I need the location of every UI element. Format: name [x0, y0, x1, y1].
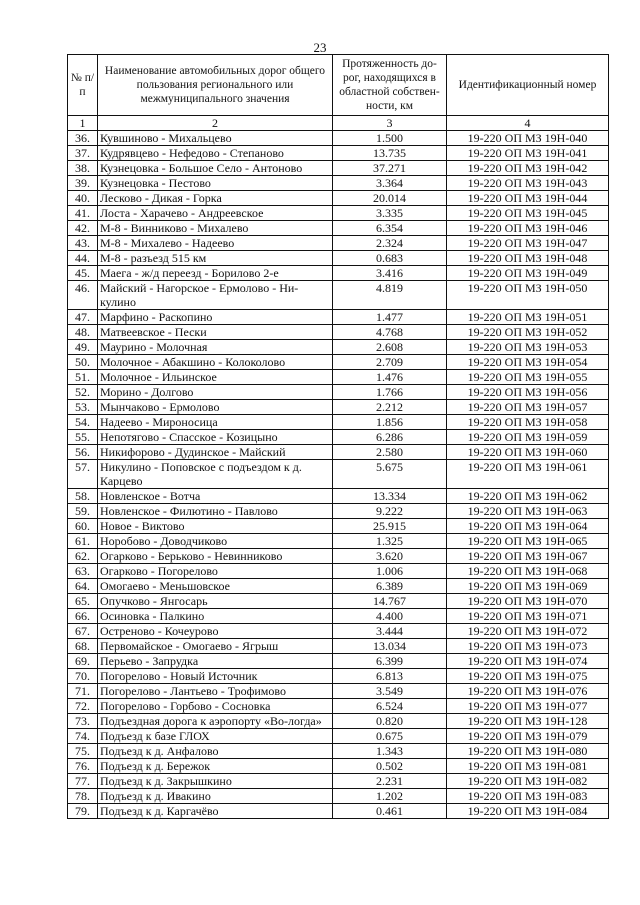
length-cell: 9.222: [333, 504, 447, 519]
table-row: [68, 609, 609, 624]
row-number-cell: 77.: [68, 774, 98, 789]
id-code-cell: 19-220 ОП МЗ 19Н-074: [447, 654, 609, 669]
table-row: [68, 355, 609, 370]
length-cell: 3.416: [333, 266, 447, 281]
table-row: [68, 594, 609, 609]
row-number-cell: 63.: [68, 564, 98, 579]
road-name-cell: Морино - Долгово: [98, 385, 333, 400]
length-cell: 6.813: [333, 669, 447, 684]
table-row: [68, 624, 609, 639]
id-code-cell: 19-220 ОП МЗ 19Н-063: [447, 504, 609, 519]
table-row: [68, 340, 609, 355]
id-code-cell: 19-220 ОП МЗ 19Н-045: [447, 206, 609, 221]
row-number-cell: 39.: [68, 176, 98, 191]
column-index: 4: [447, 116, 609, 131]
row-number-cell: 55.: [68, 430, 98, 445]
id-code-cell: 19-220 ОП МЗ 19Н-040: [447, 131, 609, 146]
table-row: [68, 534, 609, 549]
id-code-cell: 19-220 ОП МЗ 19Н-083: [447, 789, 609, 804]
id-code-cell: 19-220 ОП МЗ 19Н-084: [447, 804, 609, 819]
road-name-cell: Омогаево - Меньшовское: [98, 579, 333, 594]
column-index: 3: [333, 116, 447, 131]
id-code-cell: 19-220 ОП МЗ 19Н-054: [447, 355, 609, 370]
table-row: [68, 266, 609, 281]
header-name: Наименование автомобильных дорог общего пользования регионального или межмуниципального значения: [98, 55, 333, 116]
header-id: Идентификационный номер: [447, 55, 609, 116]
length-cell: 0.820: [333, 714, 447, 729]
row-number-cell: 78.: [68, 789, 98, 804]
length-cell: 6.399: [333, 654, 447, 669]
row-number-cell: 53.: [68, 400, 98, 415]
row-number-cell: 51.: [68, 370, 98, 385]
row-number-cell: 43.: [68, 236, 98, 251]
road-name-cell: Кузнецовка - Большое Село - Антоново: [98, 161, 333, 176]
road-name-cell: М-8 - Михалево - Надеево: [98, 236, 333, 251]
table-row: [68, 221, 609, 236]
page-number: 23: [313, 40, 327, 55]
table-row: [68, 654, 609, 669]
id-code-cell: 19-220 ОП МЗ 19Н-080: [447, 744, 609, 759]
id-code-cell: 19-220 ОП МЗ 19Н-059: [447, 430, 609, 445]
length-cell: 14.767: [333, 594, 447, 609]
length-cell: 6.524: [333, 699, 447, 714]
table-row: [68, 430, 609, 445]
table-row: [68, 684, 609, 699]
length-cell: 1.500: [333, 131, 447, 146]
table-row: [68, 445, 609, 460]
road-name-cell: Маега - ж/д переезд - Борилово 2-е: [98, 266, 333, 281]
length-cell: 3.549: [333, 684, 447, 699]
table-row: [68, 176, 609, 191]
table-row: [68, 504, 609, 519]
row-number-cell: 71.: [68, 684, 98, 699]
length-cell: 1.343: [333, 744, 447, 759]
road-name-cell: Огарково - Погорелово: [98, 564, 333, 579]
length-cell: 1.006: [333, 564, 447, 579]
table-row: [68, 669, 609, 684]
id-code-cell: 19-220 ОП МЗ 19Н-069: [447, 579, 609, 594]
road-name-cell: Марфино - Раскопино: [98, 310, 333, 325]
id-code-cell: 19-220 ОП МЗ 19Н-064: [447, 519, 609, 534]
row-number-cell: 57.: [68, 460, 98, 489]
id-code-cell: 19-220 ОП МЗ 19Н-056: [447, 385, 609, 400]
road-name-cell: Матвеевское - Пески: [98, 325, 333, 340]
length-cell: 2.212: [333, 400, 447, 415]
header-num: № п/п: [68, 55, 98, 116]
id-code-cell: 19-220 ОП МЗ 19Н-082: [447, 774, 609, 789]
road-name-cell: Кузнецовка - Пестово: [98, 176, 333, 191]
id-code-cell: 19-220 ОП МЗ 19Н-079: [447, 729, 609, 744]
row-number-cell: 62.: [68, 549, 98, 564]
table-row: [68, 744, 609, 759]
row-number-cell: 69.: [68, 654, 98, 669]
length-cell: 13.034: [333, 639, 447, 654]
road-name-cell: Новленское - Филютино - Павлово: [98, 504, 333, 519]
table-row: [68, 206, 609, 221]
table-row: [68, 729, 609, 744]
length-cell: 1.477: [333, 310, 447, 325]
row-number-cell: 36.: [68, 131, 98, 146]
row-number-cell: 61.: [68, 534, 98, 549]
table-row: [68, 236, 609, 251]
length-cell: 1.856: [333, 415, 447, 430]
table-row: [68, 281, 609, 310]
length-cell: 2.709: [333, 355, 447, 370]
length-cell: 1.325: [333, 534, 447, 549]
row-number-cell: 48.: [68, 325, 98, 340]
row-number-cell: 72.: [68, 699, 98, 714]
id-code-cell: 19-220 ОП МЗ 19Н-070: [447, 594, 609, 609]
table-row: [68, 699, 609, 714]
length-cell: 4.768: [333, 325, 447, 340]
id-code-cell: 19-220 ОП МЗ 19Н-055: [447, 370, 609, 385]
length-cell: 4.819: [333, 281, 447, 310]
table-row: [68, 131, 609, 146]
row-number-cell: 67.: [68, 624, 98, 639]
road-name-cell: Лоста - Харачево - Андреевское: [98, 206, 333, 221]
table-row: [68, 385, 609, 400]
id-code-cell: 19-220 ОП МЗ 19Н-060: [447, 445, 609, 460]
id-code-cell: 19-220 ОП МЗ 19Н-068: [447, 564, 609, 579]
row-number-cell: 73.: [68, 714, 98, 729]
road-name-cell: Подъезд к д. Закрышкино: [98, 774, 333, 789]
length-cell: 37.271: [333, 161, 447, 176]
table-row: [68, 519, 609, 534]
row-number-cell: 45.: [68, 266, 98, 281]
road-name-cell: Погорелово - Лантьево - Трофимово: [98, 684, 333, 699]
id-code-cell: 19-220 ОП МЗ 19Н-041: [447, 146, 609, 161]
road-name-cell: Лесково - Дикая - Горка: [98, 191, 333, 206]
length-cell: 6.286: [333, 430, 447, 445]
road-name-cell: Кудрявцево - Нефедово - Степаново: [98, 146, 333, 161]
row-number-cell: 59.: [68, 504, 98, 519]
id-code-cell: 19-220 ОП МЗ 19Н-043: [447, 176, 609, 191]
row-number-cell: 64.: [68, 579, 98, 594]
road-name-cell: Подъезд к д. Анфалово: [98, 744, 333, 759]
length-cell: 0.683: [333, 251, 447, 266]
id-code-cell: 19-220 ОП МЗ 19Н-051: [447, 310, 609, 325]
row-number-cell: 38.: [68, 161, 98, 176]
length-cell: 13.334: [333, 489, 447, 504]
row-number-cell: 75.: [68, 744, 98, 759]
length-cell: 3.620: [333, 549, 447, 564]
road-name-cell: Майский - Нагорское - Ермолово - Ни-кулино: [98, 281, 333, 310]
road-name-cell: Подъезд к д. Ивакино: [98, 789, 333, 804]
row-number-cell: 42.: [68, 221, 98, 236]
id-code-cell: 19-220 ОП МЗ 19Н-061: [447, 460, 609, 489]
id-code-cell: 19-220 ОП МЗ 19Н-042: [447, 161, 609, 176]
length-cell: 2.324: [333, 236, 447, 251]
id-code-cell: 19-220 ОП МЗ 19Н-075: [447, 669, 609, 684]
row-number-cell: 54.: [68, 415, 98, 430]
length-cell: 13.735: [333, 146, 447, 161]
table-row: [68, 789, 609, 804]
table-row: [68, 549, 609, 564]
header-length: Протяженность до-рог, находящихся в областной собствен-ности, км: [333, 55, 447, 116]
id-code-cell: 19-220 ОП МЗ 19Н-044: [447, 191, 609, 206]
row-number-cell: 47.: [68, 310, 98, 325]
id-code-cell: 19-220 ОП МЗ 19Н-049: [447, 266, 609, 281]
row-number-cell: 76.: [68, 759, 98, 774]
row-number-cell: 79.: [68, 804, 98, 819]
table-row: [68, 310, 609, 325]
id-code-cell: 19-220 ОП МЗ 19Н-073: [447, 639, 609, 654]
table-header-row: [68, 55, 609, 116]
length-cell: 2.608: [333, 340, 447, 355]
table-row: [68, 161, 609, 176]
road-name-cell: Огарково - Берьково - Невинниково: [98, 549, 333, 564]
length-cell: 0.502: [333, 759, 447, 774]
id-code-cell: 19-220 ОП МЗ 19Н-077: [447, 699, 609, 714]
row-number-cell: 50.: [68, 355, 98, 370]
length-cell: 20.014: [333, 191, 447, 206]
length-cell: 4.400: [333, 609, 447, 624]
road-name-cell: Маурино - Молочная: [98, 340, 333, 355]
length-cell: 6.389: [333, 579, 447, 594]
table-row: [68, 774, 609, 789]
id-code-cell: 19-220 ОП МЗ 19Н-048: [447, 251, 609, 266]
table-row: [68, 370, 609, 385]
id-code-cell: 19-220 ОП МЗ 19Н-057: [447, 400, 609, 415]
road-name-cell: Осиновка - Палкино: [98, 609, 333, 624]
row-number-cell: 40.: [68, 191, 98, 206]
table-row: [68, 489, 609, 504]
table-row: [68, 564, 609, 579]
id-code-cell: 19-220 ОП МЗ 19Н-076: [447, 684, 609, 699]
length-cell: 3.444: [333, 624, 447, 639]
road-name-cell: Новленское - Вотча: [98, 489, 333, 504]
id-code-cell: 19-220 ОП МЗ 19Н-128: [447, 714, 609, 729]
table-row: [68, 804, 609, 819]
row-number-cell: 41.: [68, 206, 98, 221]
row-number-cell: 60.: [68, 519, 98, 534]
id-code-cell: 19-220 ОП МЗ 19Н-058: [447, 415, 609, 430]
road-name-cell: Погорелово - Новый Источник: [98, 669, 333, 684]
length-cell: 1.202: [333, 789, 447, 804]
row-number-cell: 66.: [68, 609, 98, 624]
table-row: [68, 460, 609, 489]
table-row: [68, 251, 609, 266]
road-name-cell: Никулино - Поповское с подъездом к д. Карцево: [98, 460, 333, 489]
road-name-cell: Первомайское - Омогаево - Ягрыш: [98, 639, 333, 654]
table-body: [68, 131, 609, 819]
row-number-cell: 44.: [68, 251, 98, 266]
id-code-cell: 19-220 ОП МЗ 19Н-047: [447, 236, 609, 251]
id-code-cell: 19-220 ОП МЗ 19Н-046: [447, 221, 609, 236]
road-name-cell: Никифорово - Дудинское - Майский: [98, 445, 333, 460]
road-name-cell: Мынчаково - Ермолово: [98, 400, 333, 415]
length-cell: 0.675: [333, 729, 447, 744]
row-number-cell: 65.: [68, 594, 98, 609]
table-row: [68, 714, 609, 729]
table-row: [68, 759, 609, 774]
table-row: [68, 146, 609, 161]
length-cell: 2.231: [333, 774, 447, 789]
row-number-cell: 68.: [68, 639, 98, 654]
row-number-cell: 52.: [68, 385, 98, 400]
road-name-cell: Перьево - Запрудка: [98, 654, 333, 669]
id-code-cell: 19-220 ОП МЗ 19Н-072: [447, 624, 609, 639]
row-number-cell: 74.: [68, 729, 98, 744]
road-name-cell: Подъезд к базе ГЛОХ: [98, 729, 333, 744]
road-name-cell: М-8 - Винниково - Михалево: [98, 221, 333, 236]
table-row: [68, 639, 609, 654]
length-cell: 3.335: [333, 206, 447, 221]
road-name-cell: Погорелово - Горбово - Сосновка: [98, 699, 333, 714]
id-code-cell: 19-220 ОП МЗ 19Н-050: [447, 281, 609, 310]
id-code-cell: 19-220 ОП МЗ 19Н-081: [447, 759, 609, 774]
row-number-cell: 58.: [68, 489, 98, 504]
road-name-cell: Кувшиново - Михальцево: [98, 131, 333, 146]
id-code-cell: 19-220 ОП МЗ 19Н-053: [447, 340, 609, 355]
length-cell: 6.354: [333, 221, 447, 236]
road-name-cell: Подъезд к д. Каргачёво: [98, 804, 333, 819]
row-number-cell: 56.: [68, 445, 98, 460]
road-name-cell: Непотягово - Спасское - Козицыно: [98, 430, 333, 445]
id-code-cell: 19-220 ОП МЗ 19Н-071: [447, 609, 609, 624]
road-name-cell: Подъезд к д. Бережок: [98, 759, 333, 774]
column-index-row: [68, 116, 609, 131]
length-cell: 3.364: [333, 176, 447, 191]
road-name-cell: Опучково - Янгосарь: [98, 594, 333, 609]
row-number-cell: 37.: [68, 146, 98, 161]
road-name-cell: Новое - Виктово: [98, 519, 333, 534]
id-code-cell: 19-220 ОП МЗ 19Н-065: [447, 534, 609, 549]
length-cell: 25.915: [333, 519, 447, 534]
table-row: [68, 325, 609, 340]
row-number-cell: 49.: [68, 340, 98, 355]
road-name-cell: Норобово - Доводчиково: [98, 534, 333, 549]
road-name-cell: Молочное - Ильинское: [98, 370, 333, 385]
length-cell: 5.675: [333, 460, 447, 489]
table-row: [68, 415, 609, 430]
id-code-cell: 19-220 ОП МЗ 19Н-062: [447, 489, 609, 504]
id-code-cell: 19-220 ОП МЗ 19Н-067: [447, 549, 609, 564]
road-name-cell: М-8 - разъезд 515 км: [98, 251, 333, 266]
row-number-cell: 46.: [68, 281, 98, 310]
roads-table: [67, 54, 609, 819]
id-code-cell: 19-220 ОП МЗ 19Н-052: [447, 325, 609, 340]
length-cell: 1.766: [333, 385, 447, 400]
length-cell: 2.580: [333, 445, 447, 460]
table-row: [68, 579, 609, 594]
table-row: [68, 400, 609, 415]
column-index: 1: [68, 116, 98, 131]
table-row: [68, 191, 609, 206]
road-name-cell: Молочное - Абакшино - Колоколово: [98, 355, 333, 370]
length-cell: 1.476: [333, 370, 447, 385]
length-cell: 0.461: [333, 804, 447, 819]
road-name-cell: Подъездная дорога к аэропорту «Во-логда»: [98, 714, 333, 729]
road-name-cell: Надеево - Мироносица: [98, 415, 333, 430]
column-index: 2: [98, 116, 333, 131]
road-name-cell: Остреново - Кочеурово: [98, 624, 333, 639]
row-number-cell: 70.: [68, 669, 98, 684]
